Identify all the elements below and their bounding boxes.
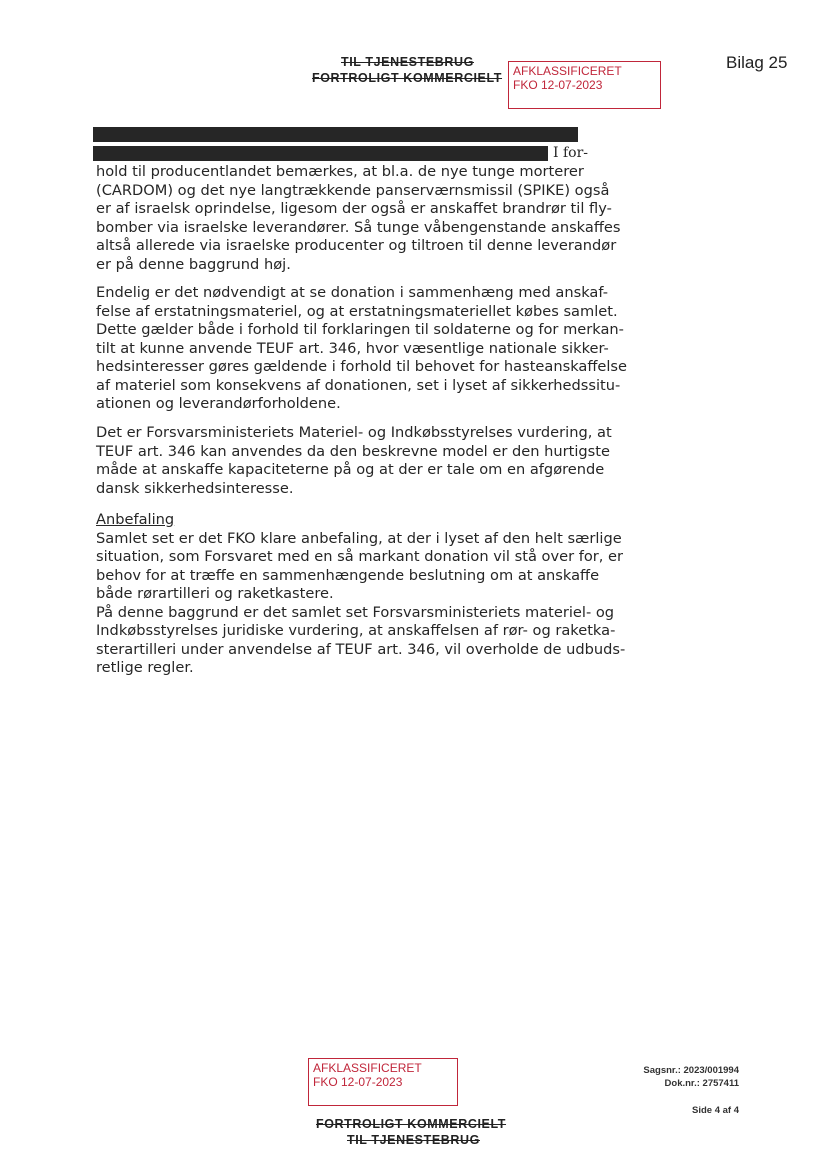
- text-line: På denne baggrund er det samlet set Forsvarsministeriets materiel- og: [96, 603, 615, 621]
- stamp-date: FKO 12-07-2023: [513, 78, 603, 92]
- text-line: Dette gælder både i forhold til forklaringen til soldaterne og for merkan-: [96, 321, 624, 338]
- declassified-stamp-footer: [308, 1058, 458, 1106]
- text-line: Indkøbsstyrelses juridiske vurdering, at anskaffelsen af rør- og raketka-: [96, 622, 616, 639]
- text-line: tilt at kunne anvende TEUF art. 346, hvor væsentlige nationale sikker-: [96, 339, 609, 357]
- classification-til-tjenestebrug-header: TIL TJENESTEBRUG: [341, 55, 474, 69]
- section-heading-anbefaling: Anbefaling: [96, 511, 175, 528]
- text-line: bomber via israelske leverandører. Så tunge våbengenstande anskaffes: [96, 218, 621, 236]
- text-line: situation, som Forsvaret med en så markant donation vil stå over for, er: [96, 548, 624, 565]
- text-line: sterartilleri under anvendelse af TEUF art. 346, vil overholde de udbuds-: [96, 640, 626, 658]
- text-line: Samlet set er det FKO klare anbefaling, at der i lyset af den helt særlige: [96, 529, 622, 547]
- classification-fortroligt-footer: FORTROLIGT KOMMERCIELT: [316, 1117, 507, 1131]
- paragraph-assessment: [96, 424, 612, 498]
- classification-fortroligt-header: FORTROLIGT KOMMERCIELT: [312, 71, 503, 85]
- text-line: hold til producentlandet bemærkes, at bl.a. de nye tunge morterer: [96, 163, 584, 180]
- text-line: hedsinteresser gøres gældende i forhold til behovet for hasteanskaffelse: [96, 358, 628, 375]
- paragraph-producer-origin: [96, 163, 621, 274]
- document-number: Dok.nr.: 2757411: [664, 1078, 739, 1089]
- document-reference: [643, 1064, 739, 1090]
- text-line: er af israelsk oprindelse, ligesom der også er anskaffet brandrør til fly-: [96, 200, 612, 217]
- text-line: af materiel som konsekvens af donationen, set i lyset af sikkerhedssitu-: [96, 376, 621, 394]
- first-line-tail: I for-: [553, 145, 589, 161]
- declassified-stamp-header: [508, 61, 661, 109]
- text-line: felse af erstatningsmateriel, og at erstatningsmateriellet købes samlet.: [96, 302, 618, 320]
- recommendation-section: [96, 511, 626, 678]
- text-line: måde at anskaffe kapaciteterne på og at der er tale om en afgørende: [96, 461, 605, 478]
- stamp-label: AFKLASSIFICERET: [513, 64, 622, 78]
- bilag-label: Bilag 25: [726, 53, 788, 72]
- text-line: dansk sikkerhedsinteresse.: [96, 479, 294, 497]
- redaction-bar-2: [93, 146, 548, 161]
- paragraph-donation-context: [96, 284, 628, 414]
- text-line: både rørartilleri og raketkastere.: [96, 585, 334, 602]
- classification-til-tjenestebrug-footer: TIL TJENESTEBRUG: [347, 1133, 480, 1147]
- text-line: er på denne baggrund høj.: [96, 255, 291, 273]
- text-line: TEUF art. 346 kan anvendes da den beskrevne model er den hurtigste: [96, 442, 610, 460]
- stamp-date: FKO 12-07-2023: [313, 1075, 403, 1089]
- case-number: Sagsnr.: 2023/001994: [643, 1065, 739, 1076]
- text-line: retlige regler.: [96, 659, 194, 676]
- stamp-label: AFKLASSIFICERET: [313, 1061, 422, 1075]
- text-line: altså allerede via israelske producenter og tiltroen til denne leverandør: [96, 237, 617, 254]
- text-line: Endelig er det nødvendigt at se donation i sammenhæng med anskaf-: [96, 284, 608, 301]
- text-line: (CARDOM) og det nye langtrækkende panserværnsmissil (SPIKE) også: [96, 181, 610, 199]
- page-number: Side 4 af 4: [692, 1105, 739, 1116]
- text-line: Det er Forsvarsministeriets Materiel- og Indkøbsstyrelses vurdering, at: [96, 424, 612, 441]
- text-line: behov for at træffe en sammenhængende beslutning om at anskaffe: [96, 566, 600, 584]
- redaction-bar-1: [93, 127, 578, 142]
- text-line: ationen og leverandørforholdene.: [96, 395, 341, 412]
